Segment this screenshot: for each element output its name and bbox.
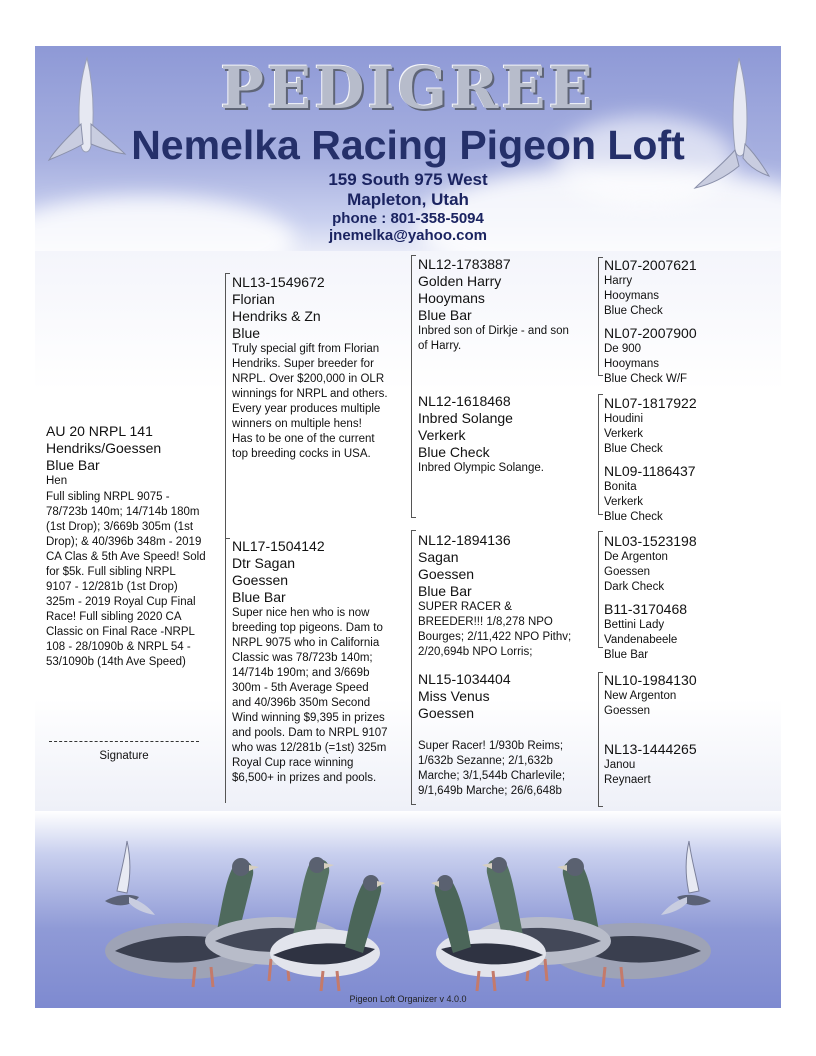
- subject-bird: [46, 423, 206, 670]
- pedigree-sheet: [35, 46, 781, 1008]
- great-grandparent-1: NL07-2007621 Harry Hooymans Blue Check: [604, 257, 697, 317]
- subject-band: AU 20 NRPL 141: [46, 423, 153, 439]
- dam-notes: Super nice hen who is now breeding top pigeons. Dam to NRPL 9075 who in California Classic was 78/723b 140m; 14/714b 190m; and 3/669b 300m - 5th Average Speed and 40/396b 350m Second Wind winning $9,395 in prizes and pools. Dam to NRPL 9107 who was 12/281b (=1st) 325m Royal Cup race winning $6,500+ in prizes and pools.: [232, 607, 388, 784]
- pedigree-banner-title: PEDIGREE: [220, 54, 596, 122]
- footer-banner: [35, 811, 781, 1008]
- dam-name: Dtr Sagan: [232, 555, 296, 571]
- address-street: 159 South 975 West: [328, 170, 488, 189]
- sire: [232, 274, 407, 462]
- dam-breeder: Goessen: [232, 572, 289, 588]
- gen3-bracket-1: [598, 257, 599, 375]
- signature-line: [49, 741, 199, 742]
- dam-dam: NL15-1034404 Miss Venus Goessen Super Racer! 1/930b Reims; 1/632b Sezanne; 2/1,632b Marche; 3/1,544b Charlevile; 9/1,649b Marche; 26/6,648b: [418, 671, 566, 797]
- gen2-sire-bracket: [411, 255, 412, 517]
- gen3-bracket-3: [598, 531, 599, 647]
- great-grandparent-3: NL07-1817922 Houdini Verkerk Blue Check: [604, 395, 697, 455]
- dam-color: Blue Bar: [232, 589, 286, 605]
- subject-sex: Hen: [46, 475, 68, 487]
- pigeon-group-right-icon: [431, 831, 771, 1001]
- great-grandparent-8: NL13-1444265 Janou Reynaert: [604, 741, 697, 786]
- sire-color: Blue: [232, 325, 261, 341]
- sire-notes: Truly special gift from Florian Hendriks. Super breeder for NRPL. Over $200,000 in OLR winnings for NRPL and others. Every year produces multiple winners on multiple hens! Has to be one of the current top breeding cocks in USA.: [232, 343, 388, 460]
- sire-band: NL13-1549672: [232, 274, 325, 290]
- header-banner: [35, 46, 781, 251]
- signature-label: Signature: [99, 750, 149, 762]
- sire-sire: NL12-1783887 Golden Harry Hooymans Blue Bar Inbred son of Dirkje - and son of Harry.: [418, 256, 569, 352]
- phone-number: phone : 801-358-5094: [332, 210, 484, 227]
- great-grandparent-5: NL03-1523198 De Argenton Goessen Dark Check: [604, 533, 697, 593]
- dam-sire: NL12-1894136 Sagan Goessen Blue Bar SUPER RACER & BREEDER!!! 1/8,278 NPO Bourges; 2/11,422 NPO Pithv; 2/20,694b NPO Lorris;: [418, 532, 572, 658]
- sire-dam: NL12-1618468 Inbred Solange Verkerk Blue Check Inbred Olympic Solange.: [418, 393, 544, 474]
- subject-notes: Full sibling NRPL 9075 - 78/723b 140m; 14/714b 180m (1st Drop); 3/669b 305m (1st Drop); & 40/396b 348m - 2019 CA Clas & 5th Ave Speed! Sold for $5k. Full sibling NRPL 9107 - 12/281b (1st Drop) 325m - 2019 Royal Cup Final Race! Full sibling 2020 CA Classic on Final Race -NRPL 108 - 28/1090b & NRPL 54 - 53/1090b (14th Ave Speed): [46, 491, 206, 668]
- software-credit: Pigeon Loft Organizer v 4.0.0: [349, 994, 467, 1004]
- loft-name: Nemelka Racing Pigeon Loft: [131, 122, 685, 168]
- great-grandparent-2: NL07-2007900 De 900 Hooymans Blue Check W/F: [604, 325, 697, 385]
- email-address: jnemelka@yahoo.com: [328, 227, 487, 244]
- gen2-dam-bracket: [411, 530, 412, 804]
- sire-name: Florian: [232, 291, 275, 307]
- great-grandparent-7: NL10-1984130 New Argenton Goessen: [604, 672, 697, 717]
- address-city: Mapleton, Utah: [347, 190, 469, 209]
- subject-color: Blue Bar: [46, 457, 100, 473]
- great-grandparent-4: NL09-1186437 Bonita Verkerk Blue Check: [604, 463, 696, 523]
- gen3-bracket-2: [598, 394, 599, 514]
- great-grandparent-6: B11-3170468 Bettini Lady Vandenabeele Blue Bar: [604, 601, 688, 661]
- sire-breeder: Hendriks & Zn: [232, 308, 321, 324]
- subject-name: Hendriks/Goessen: [46, 440, 162, 456]
- pigeon-group-left-icon: [45, 831, 385, 1001]
- dam-band: NL17-1504142: [232, 538, 325, 554]
- dam: [232, 538, 407, 786]
- gen3-bracket-4: [598, 672, 599, 806]
- pedigree-content: [35, 251, 781, 811]
